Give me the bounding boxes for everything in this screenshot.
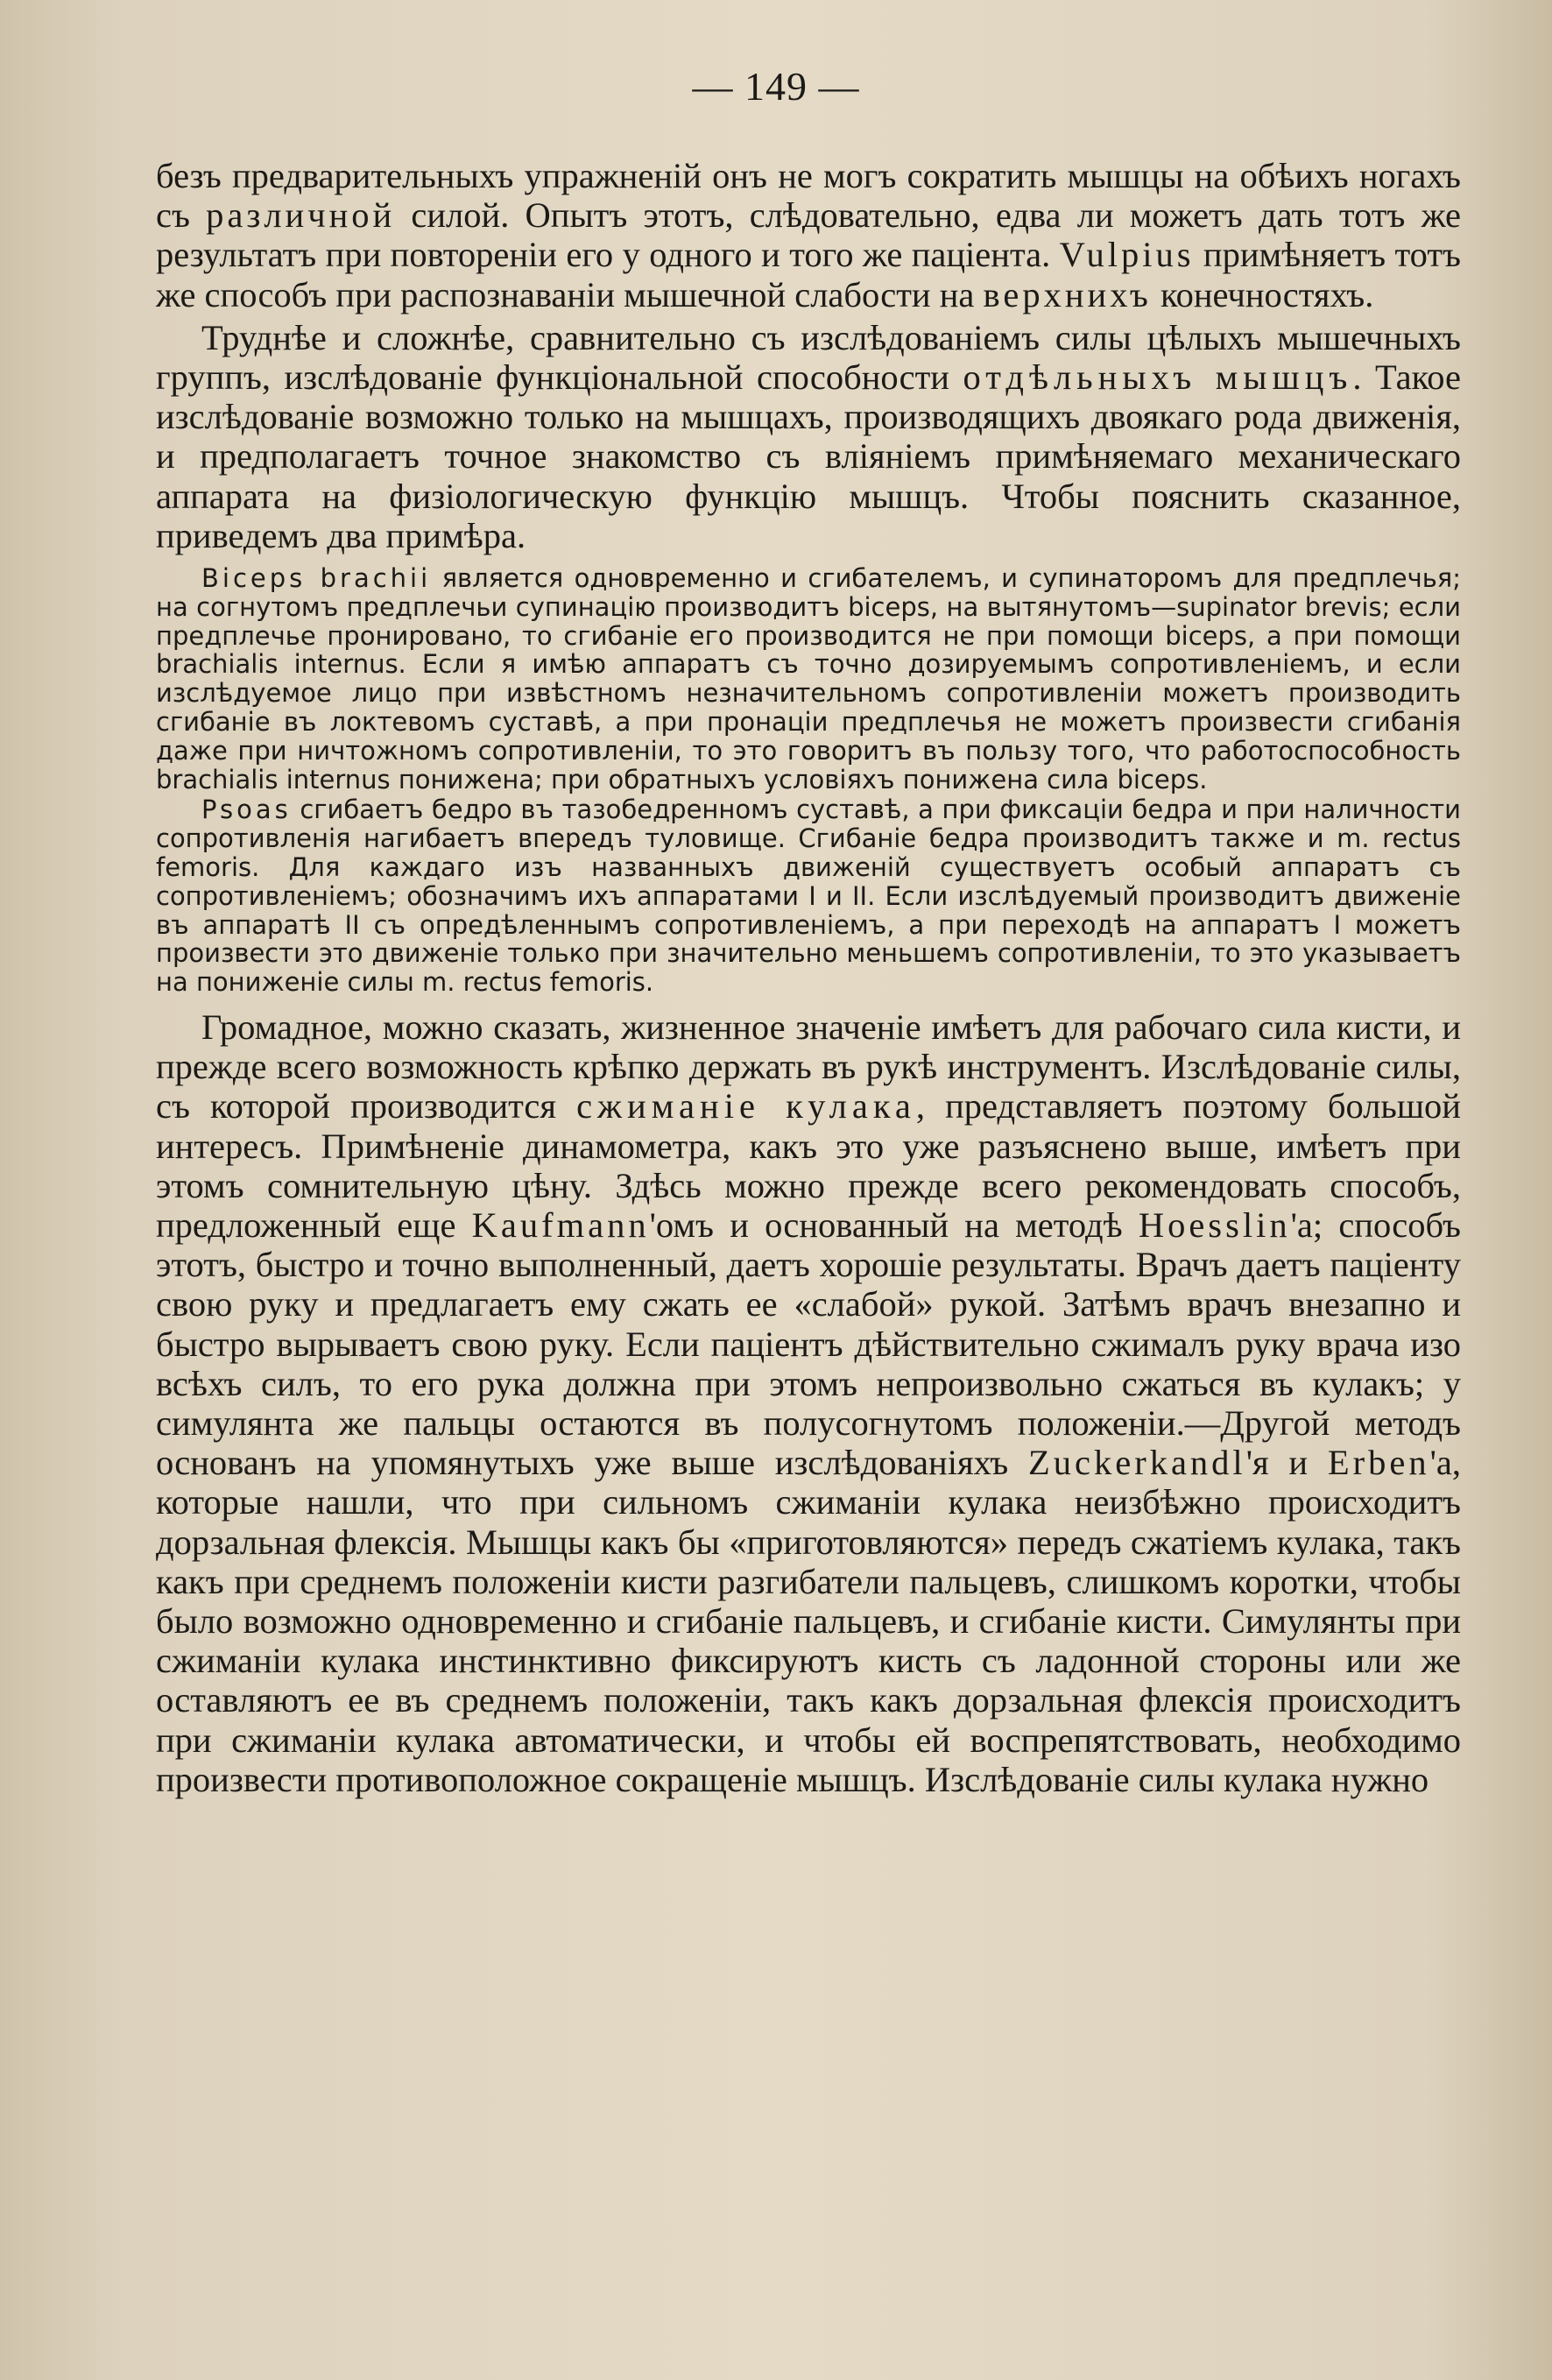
text-run: конечностяхъ.: [1151, 274, 1374, 314]
author-name: Hoesslin: [1138, 1205, 1291, 1245]
author-name: Erben: [1327, 1443, 1430, 1483]
page-content: [156, 156, 1461, 1799]
text-run: 'омъ и основанный на методѣ: [649, 1205, 1139, 1245]
emphasis-text: сжиманіе кулака: [576, 1086, 916, 1126]
author-name: Vulpius: [1059, 235, 1195, 275]
text-run: 'я и: [1245, 1443, 1328, 1483]
text-run: сгибаетъ бедро въ тазобедренномъ суставѣ, а при фиксаціи бедра и при наличности сопротивленія нагибаетъ впередъ туловище. Сгибаніе бедра производитъ также и m. rectus femoris. Для каждаго изъ названныхъ движеній существуетъ особый аппаратъ съ сопротивленіемъ; обозначимъ ихъ аппаратами I и II. Если изслѣдуемый производитъ движеніе въ аппаратѣ II съ опредѣленнымъ сопротивленіемъ, а при переходѣ на аппаратъ I можетъ произвести это движеніе только при значительно меньшемъ сопротивленіи, то это указываетъ на пониженіе силы m. rectus femoris.: [156, 795, 1461, 998]
text-run: безъ предварительныхъ упражненій онъ не могъ сократить мышцы на обѣихъ ногахъ съ: [156, 156, 1461, 236]
page-number: — 149 —: [692, 64, 860, 109]
text-run: примѣняетъ тотъ же способъ при распознаваніи мышечной слабости на: [156, 235, 1461, 314]
text-run: силой. Опытъ этотъ, слѣдовательно, едва ли можетъ дать тотъ же результатъ при повтореніи его у одного и того же паціента.: [156, 195, 1461, 275]
text-run: . Такое изслѣдованіе возможно только на мышцахъ, производящихъ двоякаго рода движенія, и предполагаетъ точное знакомство съ вліяніемъ примѣняемаго механическаго аппарата на физіологическую функцію мышцъ. Чтобы пояснить сказанное, приведемъ два примѣра.: [156, 357, 1461, 555]
paragraph-5: [156, 1007, 1461, 1799]
text-run: Труднѣе и сложнѣе, сравнительно съ изслѣдованіемъ силы цѣлыхъ мышечныхъ группъ, изслѣдованіе функціональной способности: [156, 317, 1461, 398]
paragraph-2: [156, 318, 1461, 555]
emphasis-text: отдѣльныхъ мышцъ: [963, 357, 1353, 398]
text-run: является одновременно и сгибателемъ, и супинаторомъ для предплечья; на согнутомъ предплечьи супинацію производитъ biceps, на вытянутомъ—supinator brevis; если предплечье пронировано, то сгибаніе его производится не при помощи biceps, а при помощи brachialis internus. Если я имѣю аппаратъ съ точно дозируемымъ сопротивленіемъ, и если изслѣдуемое лицо при извѣстномъ незначительномъ сопротивленіи можетъ производить сгибаніе въ локтевомъ суставѣ, а при пронаціи предплечья не можетъ произвести сгибанія даже при ничтожномъ сопротивленіи, то это говоритъ въ пользу того, что работоспособность brachialis internus понижена; при обратныхъ условіяхъ понижена сила biceps.: [156, 563, 1462, 795]
example-paragraph-biceps: [156, 564, 1461, 794]
emphasis-text: верхнихъ: [983, 274, 1152, 314]
emphasis-text: различной: [206, 195, 396, 236]
text-run: Громадное, можно сказать, жизненное значеніе имѣетъ для рабочаго сила кисти, и прежде всего возможность крѣпко держать въ рукѣ инструментъ. Изслѣдованіе силы, съ которой производится: [156, 1006, 1461, 1126]
example-paragraph-psoas: [156, 795, 1461, 997]
muscle-term: Biceps brachii: [201, 563, 432, 594]
text-run: , представляетъ поэтому большой интересъ. Примѣненіе динамометра, какъ это уже разъяснено выше, имѣетъ при этомъ сомнительную цѣну. Здѣсь можно прежде всего рекомендовать способъ, предложенный еще: [156, 1086, 1461, 1245]
muscle-term: Psoas: [201, 795, 292, 825]
author-name: Kaufmann: [471, 1205, 650, 1245]
author-name: Zuckerkandl: [1028, 1443, 1246, 1483]
paragraph-1: [156, 156, 1461, 314]
text-run: 'а; способъ этотъ, быстро и точно выполненный, даетъ хорошіе результаты. Врачъ даетъ паціенту свою руку и предлагаетъ ему сжать ее «слабой» рукой. Затѣмъ врачъ внезапно и быстро вырываетъ свою руку. Если паціентъ дѣйствительно сжималъ руку врача изо всѣхъ силъ, то его рука должна при этомъ непроизвольно сжаться въ кулакъ; у симулянта же пальцы остаются въ полусогнутомъ положеніи.—Другой методъ основанъ на упомянутыхъ уже выше изслѣдованіяхъ: [156, 1205, 1462, 1483]
text-run: 'a, которые нашли, что при сильномъ сжиманіи кулака неизбѣжно происходитъ дорзальная флексія. Мышцы какъ бы «приготовляются» передъ сжатіемъ кулака, такъ какъ при среднемъ положеніи кисти разгибатели пальцевъ, слишкомъ коротки, чтобы было возможно одновременно и сгибаніе пальцевъ, и сгибаніе кисти. Симулянты при сжиманіи кулака инстинктивно фиксируютъ кисть съ ладонной стороны или же оставляютъ ее въ среднемъ положеніи, такъ какъ дорзальная флексія происходитъ при сжиманіи кулака автоматически, и чтобы ей воспрепятствовать, необходимо произвести противоположное сокращеніе мышцъ. Изслѣдованіе силы кулака нужно: [156, 1443, 1461, 1799]
